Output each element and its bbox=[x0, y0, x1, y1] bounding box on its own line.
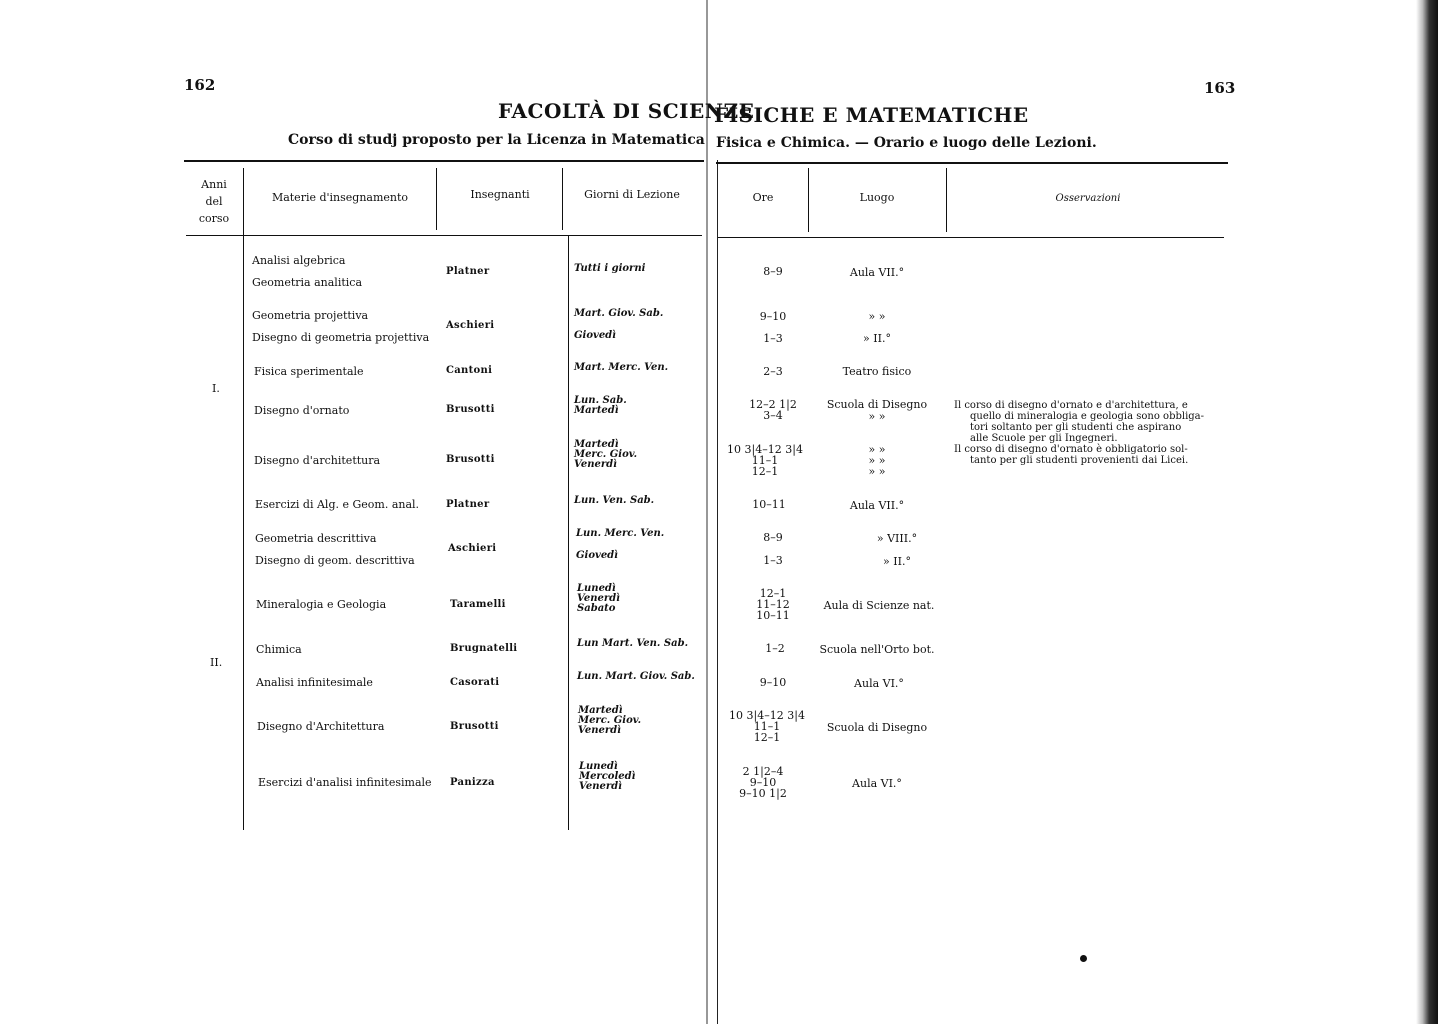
note-line: tanto per gli studenti provenienti dai Licei. bbox=[970, 455, 1189, 466]
lesson-hours: 2–3 bbox=[763, 365, 783, 378]
header-ore: Ore bbox=[752, 191, 774, 204]
teacher-name: Brusotti bbox=[446, 454, 495, 465]
note-line: Il corso di disegno d'ornato è obbligatorio sol- bbox=[954, 444, 1188, 455]
book-spine bbox=[706, 0, 708, 1024]
hour-item: 12–1 bbox=[751, 465, 779, 478]
lesson-hours bbox=[722, 444, 808, 477]
day-item: Mercoledì bbox=[579, 771, 636, 782]
day-item: Lunedì bbox=[577, 583, 616, 594]
page-edge-shadow bbox=[1416, 0, 1438, 1024]
hour-item: 9–10 1|2 bbox=[739, 787, 787, 800]
subject-name: Disegno d'ornato bbox=[254, 404, 350, 417]
lesson-days bbox=[578, 706, 641, 736]
subject-name: Disegno d'architettura bbox=[254, 454, 381, 467]
subject-name: Esercizi di Alg. e Geom. anal. bbox=[255, 498, 420, 511]
hour-item: 3–4 bbox=[763, 409, 783, 422]
lesson-hours: 1–3 bbox=[763, 554, 783, 567]
subject-name: Disegno di geom. descrittiva bbox=[255, 554, 415, 567]
subject-name: Analisi infinitesimale bbox=[256, 676, 373, 689]
teacher-name: Taramelli bbox=[450, 599, 506, 610]
teacher-name: Aschieri bbox=[448, 543, 497, 554]
lesson-days: Lun Mart. Ven. Sab. bbox=[577, 638, 689, 649]
lesson-place: » II.° bbox=[883, 555, 911, 568]
lesson-place: » VIII.° bbox=[876, 532, 918, 545]
col-rule-anni bbox=[243, 168, 244, 830]
teacher-name: Platner bbox=[446, 266, 490, 277]
book-gutter-line bbox=[717, 160, 718, 1024]
header-insegnanti: Insegnanti bbox=[470, 188, 530, 201]
day-item: Martedì bbox=[574, 405, 619, 416]
place-item: » » bbox=[868, 410, 886, 423]
year-label-second: II. bbox=[210, 656, 223, 669]
teacher-name: Brusotti bbox=[450, 721, 499, 732]
lesson-days: Lun. Ven. Sab. bbox=[574, 495, 655, 506]
lesson-hours: 9–10 bbox=[759, 310, 787, 323]
lesson-hours: 9–10 bbox=[759, 676, 787, 689]
hour-item: 11–12 bbox=[756, 598, 790, 611]
place-item: Scuola di Disegno bbox=[826, 398, 928, 411]
ink-dot bbox=[1080, 955, 1087, 962]
header-bottom-rule-right bbox=[718, 237, 1224, 238]
table-top-rule-left bbox=[184, 160, 704, 162]
subject-name: Analisi algebrica bbox=[252, 254, 346, 267]
subject-name: Geometria descrittiva bbox=[255, 532, 377, 545]
page-subtitle-right: Fisica e Chimica. — Orario e luogo delle Lezioni. bbox=[716, 135, 1097, 151]
hour-item: 11–1 bbox=[753, 720, 781, 733]
lesson-hours: 8–9 bbox=[763, 531, 783, 544]
header-materie: Materie d'insegnamento bbox=[271, 191, 409, 204]
lesson-hours: 10–11 bbox=[752, 498, 786, 511]
day-item: Venerdì bbox=[578, 725, 621, 736]
lesson-days bbox=[574, 440, 637, 470]
page-number-left: 162 bbox=[184, 76, 216, 94]
day-item: Venerdì bbox=[579, 781, 622, 792]
place-item: » » bbox=[868, 454, 886, 467]
header-bottom-rule-left bbox=[186, 235, 702, 236]
page-title-left: FACOLTÀ DI SCIENZE bbox=[498, 99, 755, 123]
table-top-rule-right bbox=[716, 162, 1228, 164]
lesson-days: Giovedì bbox=[576, 550, 618, 561]
hour-item: 10 3|4–12 3|4 bbox=[729, 709, 805, 722]
hour-item: 11–1 bbox=[751, 454, 779, 467]
lesson-place: Aula VII.° bbox=[849, 499, 905, 512]
note-line: alle Scuole per gli Ingegneri. bbox=[970, 433, 1118, 444]
lesson-hours: 1–3 bbox=[763, 332, 783, 345]
lesson-hours bbox=[724, 710, 810, 743]
header-luogo: Luogo bbox=[859, 191, 895, 204]
lesson-place bbox=[810, 399, 944, 423]
lesson-place: » II.° bbox=[863, 332, 891, 345]
hour-item: 12–1 bbox=[759, 587, 787, 600]
header-osservazioni: Osservazioni bbox=[1055, 193, 1121, 204]
hour-item: 10–11 bbox=[756, 609, 790, 622]
page-number-right: 163 bbox=[1204, 79, 1236, 97]
lesson-days bbox=[574, 396, 627, 416]
subject-name: Fisica sperimentale bbox=[254, 365, 364, 378]
lesson-place: Aula VI.° bbox=[854, 677, 904, 690]
day-item: Merc. Giov. bbox=[578, 715, 642, 726]
lesson-place: » » bbox=[868, 310, 886, 323]
lesson-days bbox=[577, 584, 620, 614]
col-rule-luogo bbox=[946, 168, 947, 232]
day-item: Venerdì bbox=[577, 593, 620, 604]
hour-item: 12–2 1|2 bbox=[749, 398, 797, 411]
page-title-right: FISICHE E MATEMATICHE bbox=[714, 103, 1029, 127]
year-label-first: I. bbox=[212, 382, 220, 395]
header-anni: Anni del corso bbox=[198, 178, 230, 225]
lesson-hours bbox=[728, 766, 798, 799]
lesson-days: Mart. Giov. Sab. bbox=[574, 308, 664, 319]
lesson-hours: 8–9 bbox=[763, 265, 783, 278]
subject-name: Geometria analitica bbox=[252, 276, 363, 289]
day-item: Lun. Sab. bbox=[574, 395, 627, 406]
lesson-days: Tutti i giorni bbox=[574, 263, 646, 274]
hour-item: 9–10 bbox=[749, 776, 777, 789]
note-line: tori soltanto per gli studenti che aspirano bbox=[970, 422, 1182, 433]
col-rule-materie bbox=[436, 168, 437, 230]
subject-name: Mineralogia e Geologia bbox=[256, 598, 387, 611]
lesson-place: Scuola di Disegno bbox=[826, 721, 928, 734]
day-item: Merc. Giov. bbox=[574, 449, 638, 460]
hour-item: 12–1 bbox=[753, 731, 781, 744]
col-rule-giorni bbox=[568, 236, 569, 830]
place-item: » » bbox=[868, 443, 886, 456]
lesson-place: Teatro fisico bbox=[842, 365, 912, 378]
lesson-days: Mart. Merc. Ven. bbox=[574, 362, 669, 373]
col-rule-ore bbox=[808, 168, 809, 232]
note-line: Il corso di disegno d'ornato e d'architettura, e bbox=[954, 400, 1188, 411]
lesson-days: Lun. Mart. Giov. Sab. bbox=[577, 671, 695, 682]
lesson-place: Aula VII.° bbox=[849, 266, 905, 279]
subject-name: Disegno d'Architettura bbox=[257, 720, 385, 733]
teacher-name: Panizza bbox=[450, 777, 495, 788]
day-item: Lunedì bbox=[579, 761, 618, 772]
lesson-hours bbox=[738, 588, 808, 621]
col-rule-insegnanti bbox=[562, 168, 563, 230]
subject-name: Esercizi d'analisi infinitesimale bbox=[258, 776, 432, 789]
day-item: Martedì bbox=[578, 705, 623, 716]
teacher-name: Brugnatelli bbox=[450, 643, 518, 654]
subject-name: Chimica bbox=[256, 643, 302, 656]
lesson-days: Lun. Merc. Ven. bbox=[576, 528, 665, 539]
teacher-name: Casorati bbox=[450, 677, 500, 688]
teacher-name: Brusotti bbox=[446, 404, 495, 415]
lesson-hours: 1–2 bbox=[765, 642, 785, 655]
lesson-days bbox=[579, 762, 635, 792]
lesson-place bbox=[810, 444, 944, 477]
lesson-hours bbox=[738, 399, 808, 421]
place-item: » » bbox=[868, 465, 886, 478]
subject-name: Geometria projettiva bbox=[252, 309, 369, 322]
teacher-name: Cantoni bbox=[446, 365, 493, 376]
lesson-place: Scuola nell'Orto bot. bbox=[819, 643, 935, 656]
hour-item: 10 3|4–12 3|4 bbox=[727, 443, 803, 456]
day-item: Sabato bbox=[577, 603, 616, 614]
teacher-name: Aschieri bbox=[446, 320, 495, 331]
subject-name: Disegno di geometria projettiva bbox=[252, 331, 430, 344]
lesson-place: Aula VI.° bbox=[852, 777, 902, 790]
teacher-name: Platner bbox=[446, 499, 490, 510]
page-subtitle-left: Corso di studj proposto per la Licenza in Matematica bbox=[288, 132, 705, 148]
day-item: Martedì bbox=[574, 439, 619, 450]
note-line: quello di mineralogia e geologia sono obbliga- bbox=[970, 411, 1205, 422]
day-item: Venerdì bbox=[574, 459, 617, 470]
header-giorni: Giorni di Lezione bbox=[584, 188, 680, 201]
lesson-place: Aula di Scienze nat. bbox=[823, 599, 935, 612]
lesson-days: Giovedì bbox=[574, 330, 616, 341]
hour-item: 2 1|2–4 bbox=[742, 765, 784, 778]
observations-note bbox=[954, 400, 1228, 466]
